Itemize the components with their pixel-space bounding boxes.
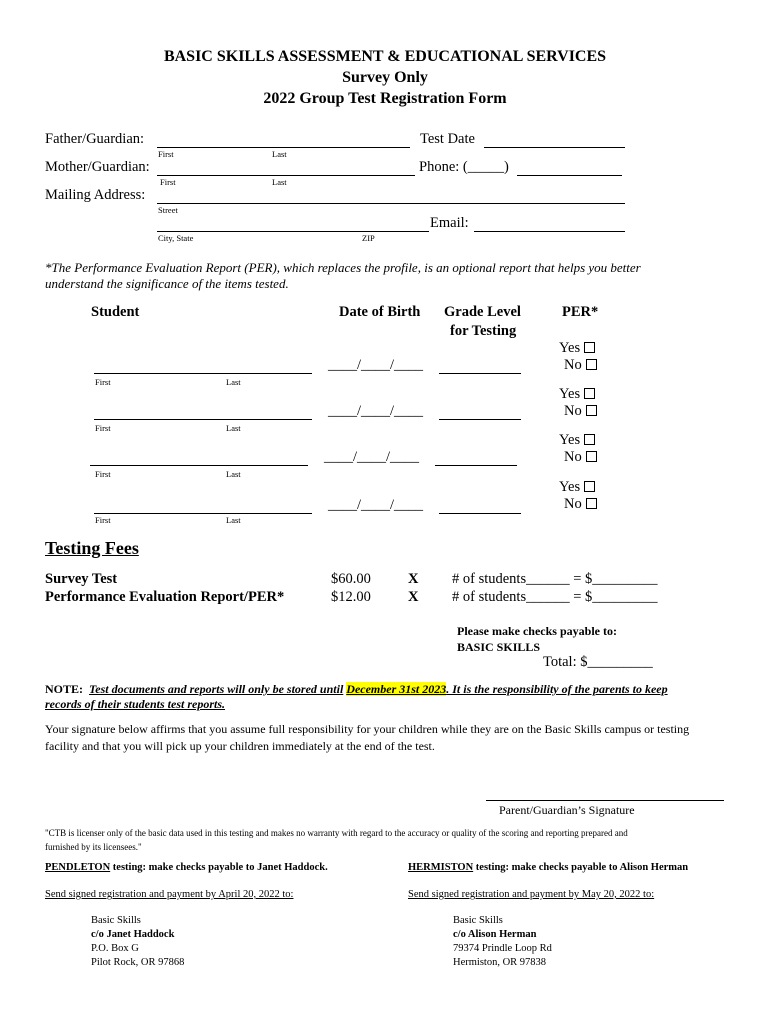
student-last-caption: Last bbox=[226, 423, 241, 433]
hermiston-address-line1: Basic Skills bbox=[453, 915, 503, 926]
mother-last-caption: Last bbox=[272, 177, 287, 187]
hermiston-send-instructions: Send signed registration and payment by May 20, 2022 to: bbox=[408, 889, 655, 900]
form-subtitle: Survey Only bbox=[342, 69, 428, 86]
no-checkbox[interactable] bbox=[586, 451, 597, 462]
per-yes-label: Yes bbox=[559, 340, 581, 356]
fee-price: $60.00 bbox=[331, 571, 371, 587]
note-label: NOTE: bbox=[45, 682, 84, 696]
father-name-field[interactable] bbox=[157, 147, 410, 148]
per-yes-label: Yes bbox=[559, 479, 581, 495]
grade-field[interactable] bbox=[439, 513, 521, 514]
fee-multiply: X bbox=[408, 589, 419, 605]
mother-name-field[interactable] bbox=[157, 175, 415, 176]
yes-checkbox[interactable] bbox=[584, 342, 595, 353]
per-yes-option[interactable] bbox=[559, 340, 595, 357]
pendleton-address-line2: c/o Janet Haddock bbox=[91, 929, 175, 940]
form-title: BASIC SKILLS ASSESSMENT & EDUCATIONAL SERVICES bbox=[163, 48, 607, 65]
per-no-option[interactable] bbox=[564, 403, 597, 420]
payable-to-name: BASIC SKILLS bbox=[457, 640, 541, 654]
per-no-label: No bbox=[564, 496, 582, 512]
pendleton-address-line1: Basic Skills bbox=[91, 915, 141, 926]
fee-calc-field[interactable]: # of students______ = $_________ bbox=[452, 571, 658, 587]
total-field[interactable]: Total: $_________ bbox=[543, 654, 653, 670]
grade-column-header: Grade Level bbox=[444, 304, 521, 320]
grade-field[interactable] bbox=[439, 419, 521, 420]
per-note-line2: understand the significance of the items tested. bbox=[45, 276, 289, 291]
email-field[interactable] bbox=[474, 231, 625, 232]
pendleton-payable bbox=[45, 862, 328, 873]
fee-multiply: X bbox=[408, 571, 419, 587]
fee-price: $12.00 bbox=[331, 589, 371, 605]
street-field[interactable] bbox=[157, 203, 625, 204]
phone-field[interactable] bbox=[517, 175, 622, 176]
city-zip-field[interactable] bbox=[157, 231, 429, 232]
per-no-label: No bbox=[564, 449, 582, 465]
student-name-field[interactable] bbox=[94, 513, 312, 514]
no-checkbox[interactable] bbox=[586, 359, 597, 370]
student-name-field[interactable] bbox=[90, 465, 308, 466]
student-column-header: Student bbox=[91, 304, 140, 320]
grade-column-subheader: for Testing bbox=[450, 323, 517, 339]
ctb-disclaimer-line2: furnished by its licensees." bbox=[45, 842, 142, 852]
yes-checkbox[interactable] bbox=[584, 388, 595, 399]
affirmation-line2: facility and that you will pick up your children immediately at the end of the test. bbox=[45, 739, 435, 753]
dob-column-header: Date of Birth bbox=[339, 304, 421, 320]
payable-to-label: Please make checks payable to: bbox=[457, 624, 617, 638]
pendleton-city: PENDLETON bbox=[45, 862, 111, 873]
pendleton-address-line4: Pilot Rock, OR 97868 bbox=[91, 957, 185, 968]
testing-fees-heading: Testing Fees bbox=[45, 538, 139, 558]
dob-field[interactable]: ____/____/____ bbox=[328, 403, 424, 419]
per-no-option[interactable] bbox=[564, 357, 597, 374]
street-caption: Street bbox=[158, 205, 178, 215]
per-no-label: No bbox=[564, 403, 582, 419]
father-label: Father/Guardian: bbox=[45, 131, 145, 147]
per-note-line1: *The Performance Evaluation Report (PER), which replaces the profile, is an optional report that helps you better bbox=[45, 260, 641, 275]
hermiston-address-line2: c/o Alison Herman bbox=[453, 929, 537, 940]
hermiston-address-line4: Hermiston, OR 97838 bbox=[453, 957, 547, 968]
per-yes-label: Yes bbox=[559, 432, 581, 448]
fee-item: Performance Evaluation Report/PER* bbox=[45, 589, 285, 605]
dob-field[interactable]: ____/____/____ bbox=[328, 497, 424, 513]
hermiston-payable bbox=[408, 862, 688, 873]
pendleton-send-instructions: Send signed registration and payment by April 20, 2022 to: bbox=[45, 889, 294, 900]
test-date-field[interactable] bbox=[484, 147, 625, 148]
yes-checkbox[interactable] bbox=[584, 481, 595, 492]
dob-field[interactable]: ____/____/____ bbox=[328, 357, 424, 373]
zip-caption: ZIP bbox=[362, 233, 375, 243]
student-name-field[interactable] bbox=[94, 373, 312, 374]
storage-note bbox=[45, 682, 668, 697]
city-state-caption: City, State bbox=[158, 233, 194, 243]
email-label: Email: bbox=[430, 215, 469, 231]
fee-calc-field[interactable]: # of students______ = $_________ bbox=[452, 589, 658, 605]
student-last-caption: Last bbox=[226, 469, 241, 479]
phone-label: Phone: (_____) bbox=[419, 159, 509, 175]
signature-label: Parent/Guardian’s Signature bbox=[499, 803, 635, 817]
note-text: Test documents and reports will only be stored until bbox=[89, 682, 344, 696]
father-last-caption: Last bbox=[272, 149, 287, 159]
student-last-caption: Last bbox=[226, 515, 241, 525]
student-first-caption: First bbox=[95, 515, 111, 525]
student-first-caption: First bbox=[95, 469, 111, 479]
note-text-cont: . It is the responsibility of the parents to keep bbox=[446, 682, 668, 696]
ctb-disclaimer-line1: "CTB is licenser only of the basic data used in this testing and makes no warranty with regard to the accuracy or quality of the scoring and reporting prepared and bbox=[45, 828, 628, 838]
per-no-option[interactable] bbox=[564, 496, 597, 513]
pendleton-pay-text: testing: make checks payable to Janet Haddock. bbox=[110, 862, 328, 873]
mailing-address-label: Mailing Address: bbox=[45, 187, 146, 203]
per-yes-option[interactable] bbox=[559, 386, 595, 403]
affirmation-line1: Your signature below affirms that you assume full responsibility for your children while they are on the Basic Skills campus or testing bbox=[45, 722, 690, 736]
father-first-caption: First bbox=[158, 149, 174, 159]
per-column-header: PER* bbox=[562, 304, 599, 320]
no-checkbox[interactable] bbox=[586, 405, 597, 416]
hermiston-pay-text: testing: make checks payable to Alison Herman bbox=[473, 862, 689, 873]
hermiston-city: HERMISTON bbox=[408, 862, 474, 873]
mother-label: Mother/Guardian: bbox=[45, 159, 150, 175]
per-no-label: No bbox=[564, 357, 582, 373]
per-yes-label: Yes bbox=[559, 386, 581, 402]
storage-note-line2: records of their students test reports. bbox=[45, 697, 226, 711]
dob-field[interactable]: ____/____/____ bbox=[324, 449, 420, 465]
student-first-caption: First bbox=[95, 423, 111, 433]
student-last-caption: Last bbox=[226, 377, 241, 387]
per-yes-option[interactable] bbox=[559, 479, 595, 496]
per-no-option[interactable] bbox=[564, 449, 597, 466]
form-name: 2022 Group Test Registration Form bbox=[263, 90, 507, 107]
pendleton-address-line3: P.O. Box G bbox=[91, 943, 139, 954]
mother-first-caption: First bbox=[160, 177, 176, 187]
no-checkbox[interactable] bbox=[586, 498, 597, 509]
per-yes-option[interactable] bbox=[559, 432, 595, 449]
yes-checkbox[interactable] bbox=[584, 434, 595, 445]
grade-field[interactable] bbox=[435, 465, 517, 466]
signature-field[interactable] bbox=[486, 800, 724, 801]
note-date: December 31st 2023 bbox=[346, 682, 447, 696]
test-date-label: Test Date bbox=[420, 131, 475, 147]
student-first-caption: First bbox=[95, 377, 111, 387]
hermiston-address-line3: 79374 Prindle Loop Rd bbox=[453, 943, 552, 954]
student-name-field[interactable] bbox=[94, 419, 312, 420]
fee-item: Survey Test bbox=[45, 571, 118, 587]
grade-field[interactable] bbox=[439, 373, 521, 374]
